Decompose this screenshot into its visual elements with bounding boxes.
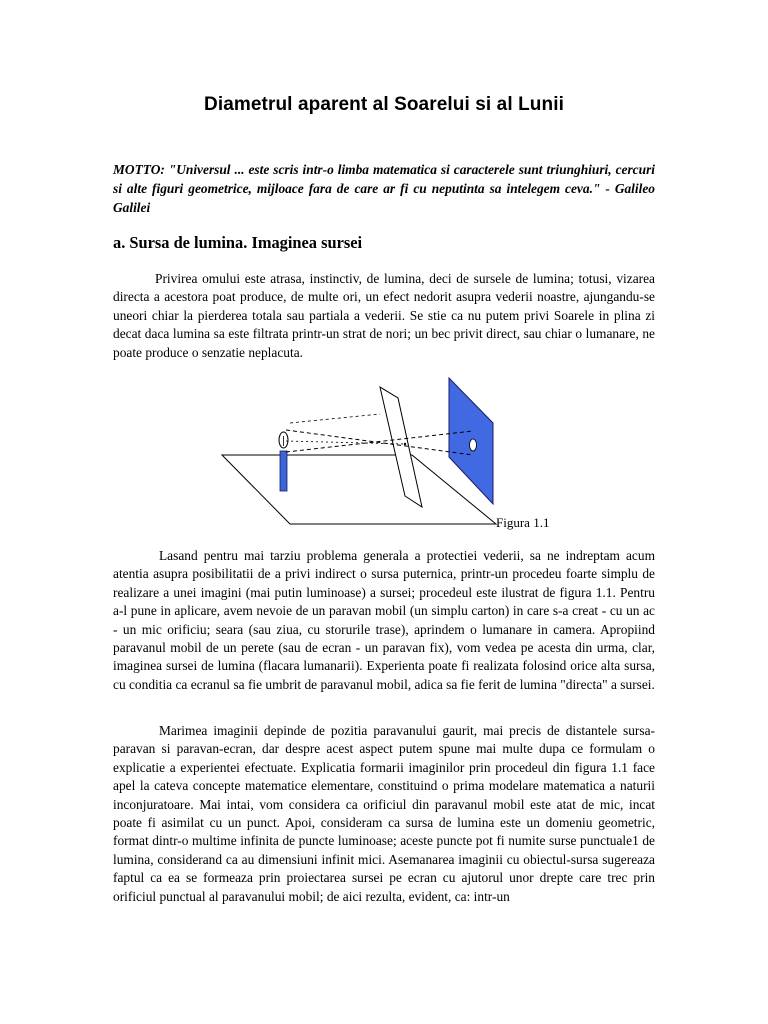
floor-plane [222,455,496,524]
paragraph-3 [113,722,655,906]
pinhole-camera-figure [215,372,560,536]
paragraph-2 [113,547,655,694]
ray-center [286,441,405,444]
candle [280,451,287,491]
paragraph-3-text: Marimea imaginii depinde de pozitia paravanului gaurit, mai precis de distantele sursa-paravan si paravan-ecran, dar despre acest aspect putem spune mai multe dupa ce formulam o explicatie a experientei efectuate. Explicatia formarii imaginilor prin procedeul din figura 1.1 face apel la cateva concepte matematice elementare, constituind o prima modelare matematica a naturii inconjuratoare. Mai intai, vom considera ca orificiul din paravanul mobil este atat de mic, incat poate fi asimilat cu un punct. Apoi, consideram ca sursa de lumina este un domeniu geometric, format dintr-o multime infinita de puncte luminoase; aceste puncte pot fi numite surse punctuale1 de lumina, considerand ca au dimensiuni infinit mici. Asemanarea imaginii cu obiectul-sursa sugereaza faptul ca ea se formeaza prin proiectarea sursei pe ecran cu ajutorul unor drepte care trec prin orificiul punctual al paravanului mobil; de aici rezulta, evident, ca: intr-un [113,723,655,904]
section-heading: a. Sursa de lumina. Imaginea sursei [113,233,363,252]
paragraph-1 [113,270,655,362]
figure-caption: Figura 1.1 [496,515,550,530]
projected-flame-image [470,439,477,451]
motto-quote: MOTTO: "Universul ... este scris intr-o limba matematica si caracterele sunt triunghiuri, cercuri si alte figuri geometrice, mijloace fara de care ar fi cu neputinta sa intelegem ceva." - Galileo Galilei [113,162,655,215]
pinhole [404,443,406,445]
ray-top [286,430,473,455]
mobile-screen [380,387,422,507]
page-title: Diametrul aparent al Soarelui si al Lunii [204,94,564,115]
paragraph-1-text: Privirea omului este atrasa, instinctiv, de lumina, deci de sursele de lumina; totusi, vizarea directa a acestora poat produce, de multe ori, un efect nedorit asupra vederii noastre, ajungandu-se uneori chiar la pierderea totala sau partiala a vederii. Se stie ca nu putem privi Soarele in plina zi decat daca lumina sa este filtrata printr-un strat de nori; un bec privit direct, sau chiar o lumanare, ne poate produce o senzatie neplacuta. [113,271,655,360]
paragraph-2-text: Lasand pentru mai tarziu problema generala a protectiei vederii, sa ne indreptam acum atentia asupra posibilitatii de a privi indirect o sursa puternica, printr-un procedeu foarte simplu de realizare a unei imagini (mai putin luminoase) a sursei; procedeul este ilustrat de figura 1.1. Pentru a-l pune in aplicare, avem nevoie de un paravan mobil (un simplu carton) in care s-a creat - cu un ac - un mic orificiu; seara (sau ziua, cu storurile trase), aprindem o lumanare in camera. Apropiind paravanul mobil de un perete (sau de ecran - un paravan fix), vom vedea pe acesta din urma, clar, imaginea sursei de lumina (flacara lumanarii). Experienta poate fi realizata folosind orice alta sursa, cu conditia ca ecranul sa fie umbrit de paravanul mobil, adica sa fie ferit de lumina "directa" a sursei. [113,548,655,692]
